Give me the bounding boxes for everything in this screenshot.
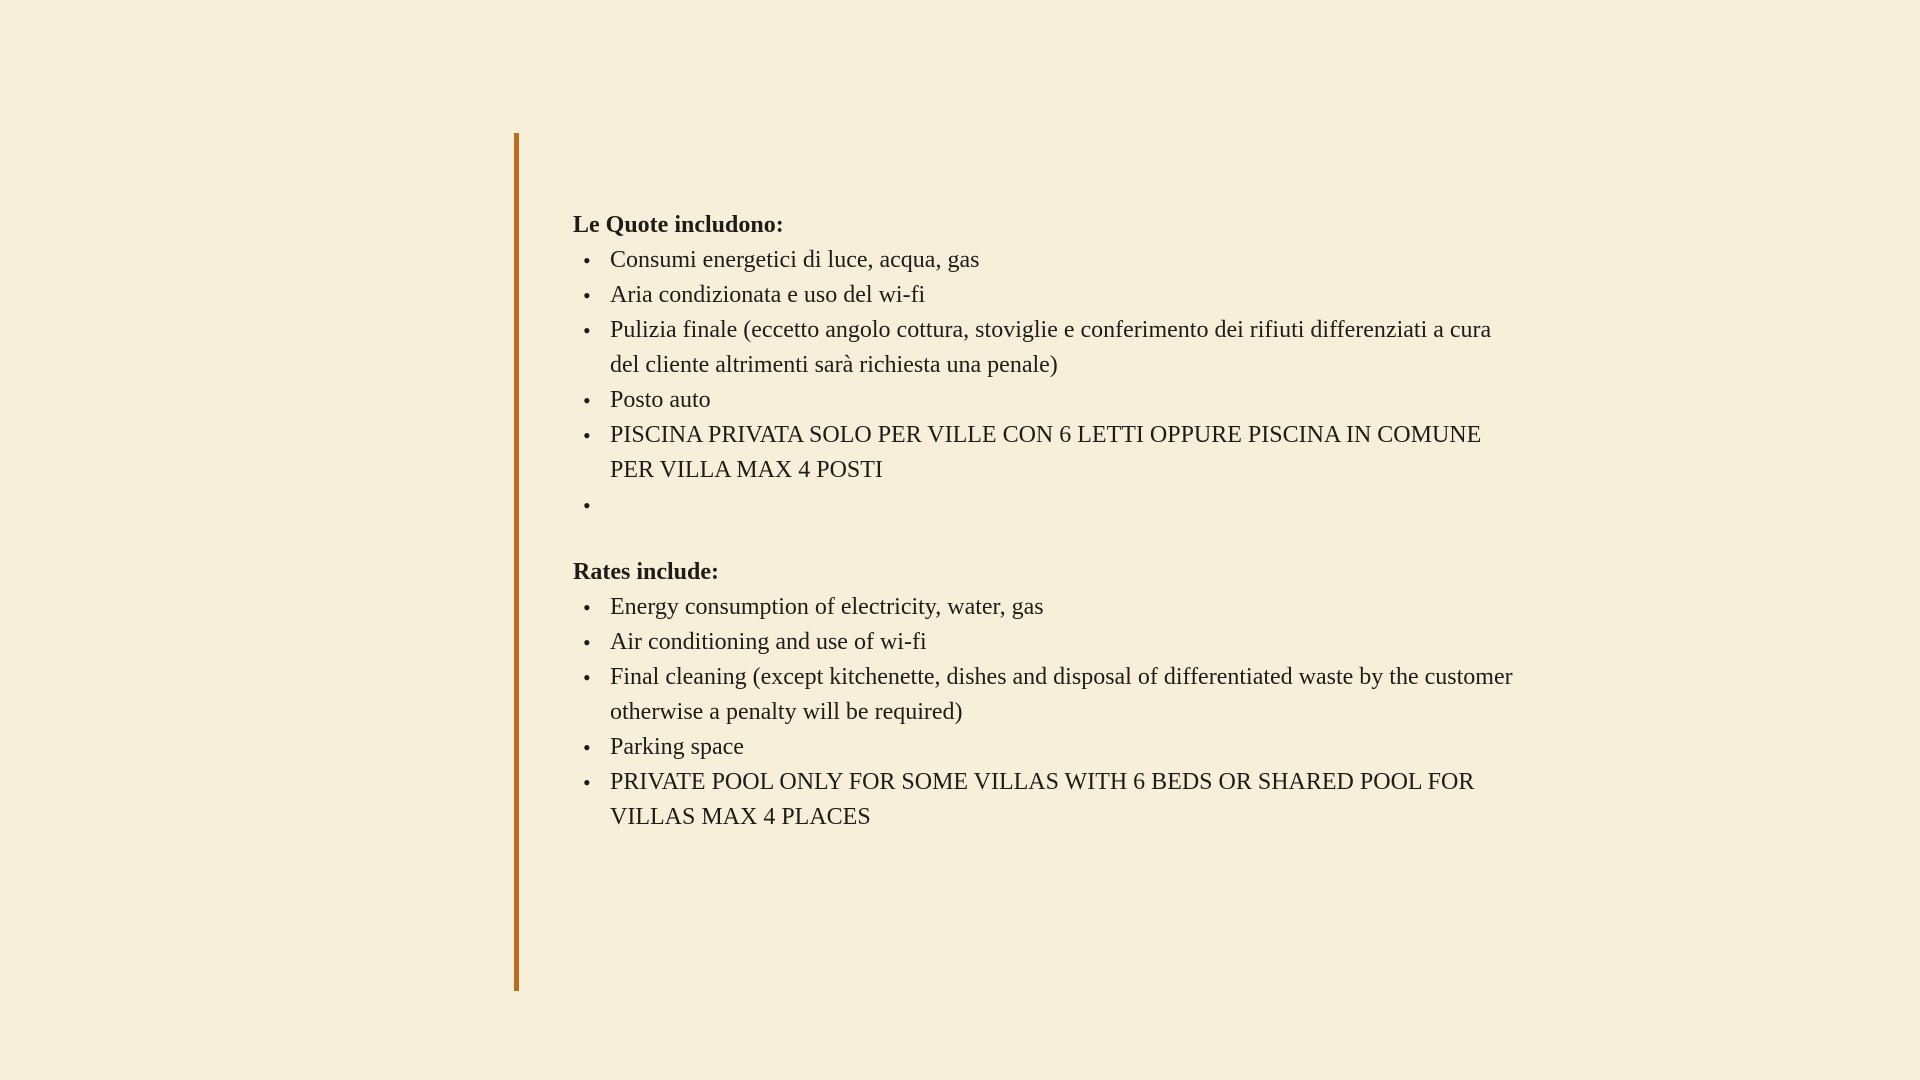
list-item-text: Energy consumption of electricity, water, gas bbox=[610, 594, 1044, 620]
italian-section-title: Le Quote includono: bbox=[573, 212, 784, 238]
bullet-icon: • bbox=[583, 595, 591, 620]
list-item bbox=[573, 765, 1513, 835]
bullet-icon: • bbox=[583, 770, 591, 795]
list-item bbox=[573, 590, 1513, 625]
list-item-text: Air conditioning and use of wi-fi bbox=[610, 629, 927, 655]
list-item-text: Pulizia finale (eccetto angolo cottura, stoviglie e conferimento dei rifiuti differenziati a cura del cliente altrimenti sarà richiesta una penale) bbox=[610, 317, 1492, 378]
bullet-icon: • bbox=[583, 493, 591, 518]
english-list bbox=[573, 590, 1513, 835]
list-item bbox=[573, 278, 1513, 313]
list-item-text: PRIVATE POOL ONLY FOR SOME VILLAS WITH 6 BEDS OR SHARED POOL FOR VILLAS MAX 4 PLACES bbox=[610, 769, 1475, 830]
list-item-text: Parking space bbox=[610, 734, 744, 760]
bullet-icon: • bbox=[583, 423, 591, 448]
bullet-icon: • bbox=[583, 318, 591, 343]
bullet-icon: • bbox=[583, 735, 591, 760]
italian-list bbox=[573, 243, 1513, 523]
list-item-text: Posto auto bbox=[610, 387, 711, 413]
accent-divider-line bbox=[514, 133, 519, 991]
list-item-text: Aria condizionata e uso del wi-fi bbox=[610, 282, 926, 308]
list-item bbox=[573, 730, 1513, 765]
list-item bbox=[573, 383, 1513, 418]
list-item-text: Final cleaning (except kitchenette, dishes and disposal of differentiated waste by the customer otherwise a penalty will be required) bbox=[610, 664, 1513, 725]
list-item-empty bbox=[573, 488, 1513, 523]
bullet-icon: • bbox=[583, 248, 591, 273]
rates-content bbox=[573, 208, 1513, 835]
italian-section bbox=[573, 208, 1513, 523]
list-item bbox=[573, 243, 1513, 278]
english-section bbox=[573, 555, 1513, 835]
list-item bbox=[573, 625, 1513, 660]
bullet-icon: • bbox=[583, 283, 591, 308]
bullet-icon: • bbox=[583, 665, 591, 690]
bullet-icon: • bbox=[583, 388, 591, 413]
list-item bbox=[573, 418, 1513, 488]
list-item bbox=[573, 313, 1513, 383]
bullet-icon: • bbox=[583, 630, 591, 655]
english-section-title: Rates include: bbox=[573, 559, 719, 585]
list-item bbox=[573, 660, 1513, 730]
list-item-text: Consumi energetici di luce, acqua, gas bbox=[610, 247, 980, 273]
list-item-text: PISCINA PRIVATA SOLO PER VILLE CON 6 LETTI OPPURE PISCINA IN COMUNE PER VILLA MAX 4 POSTI bbox=[610, 422, 1482, 483]
